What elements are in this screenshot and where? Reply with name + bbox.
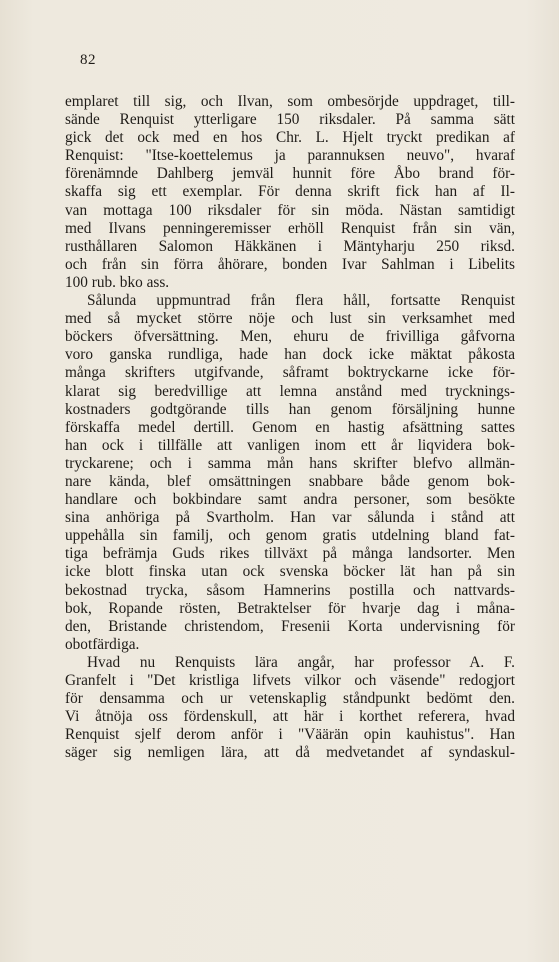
text-line: och från sin förra åhörare, bonden Ivar Sahlman i Libelits [65,255,515,273]
text-line: förskaffa medel dertill. Genom en hastig afsättning sattes [65,418,515,436]
text-line: klarat sig beredvillige att lemna anstånd med trycknings- [65,382,515,400]
text-line: nare kända, blef omsättningen snabbare både genom bok- [65,472,515,490]
text-line: säger sig nemligen lära, att då medvetandet af syndaskul- [65,744,515,762]
text-line: med Ilvans penningeremisser erhöll Renquist från sin vän, [65,219,515,237]
text-line: van mottaga 100 riksdaler för sin möda. Nästan samtidigt [65,201,515,219]
text-line: obotfärdiga. [65,635,140,653]
text-line: sina anhöriga på Svartholm. Han var sålunda i stånd att [65,509,515,527]
text-line: den, Bristande christendom, Fresenii Korta undervisning för [65,617,515,635]
text-line: Renquist sjelf derom anför i "Väärän opin kauhistus". Han [65,726,515,744]
text-line: skaffa sig ett exemplar. För denna skrift fick han af Il- [65,183,515,201]
text-line: bok, Ropande rösten, Betraktelser för hvarje dag i måna- [65,599,515,617]
text-line: handlare och bokbindare samt andra personer, som besökte [65,491,515,509]
text-line: emplaret till sig, och Ilvan, som ombesörjde uppdraget, till- [65,93,515,110]
text-line: Vi åtnöja oss fördenskull, att här i korthet referera, hvad [65,708,515,726]
paragraph-start-line: Hvad nu Renquists lära angår, har professor A. F. [87,653,515,671]
text-line: böckers öfversättning. Men, ehuru de frivilliga gåfvorna [65,328,515,346]
text-line: rusthållaren Salomon Häkkänen i Mäntyharju 250 riksd. [65,237,515,255]
text-line: voro ganska rundliga, hade han dock icke mäktat påkosta [65,346,515,364]
text-line: Renquist: "Itse-koettelemus ja parannuksen neuvo", hvaraf [65,147,515,165]
text-line: kostnaders godtgörande tills han genom försäljning hunne [65,400,515,418]
text-line: många skrifters utgifvande, såframt boktryckarne icke för- [65,364,515,382]
text-line: sände Renquist ytterligare 150 riksdaler. På samma sätt [65,111,515,129]
text-line: 100 rub. bko ass. [65,273,170,291]
text-line: bekostnad trycka, såsom Hamnerins postilla och nattvards- [65,581,515,599]
text-line: icke blott finska utan ock svenska böcker lät han på sin [65,563,515,581]
text-line: tryckarene; och i samma mån hans skrifter blefvo allmän- [65,454,515,472]
text-line: med så mycket större nöje och lust sin verksamhet med [65,310,515,328]
body-text [65,93,515,762]
text-line: för densamma och ur vetenskaplig ståndpunkt bedömt den. [65,690,515,708]
text-line: tiga befrämja Guds rikes tillväxt på många landsorter. Men [65,545,515,563]
paragraph-start-line: Sålunda uppmuntrad från flera håll, fortsatte Renquist [87,292,515,310]
page-number: 82 [80,52,96,68]
text-line: Granfelt i "Det kristliga lifvets vilkor och väsende" redogjort [65,672,515,689]
text-line: uppehålla sin familj, och genom gratis utdelning bland fat- [65,527,515,545]
text-line: han ock i tillfälle att vanligen inom ett år liqvidera bok- [65,436,515,454]
text-line: gick det ock med en hos Chr. L. Hjelt tryckt predikan af [65,129,515,147]
text-line: förenämnde Dahlberg jemväl hunnit före Åbo brand för- [65,165,515,183]
